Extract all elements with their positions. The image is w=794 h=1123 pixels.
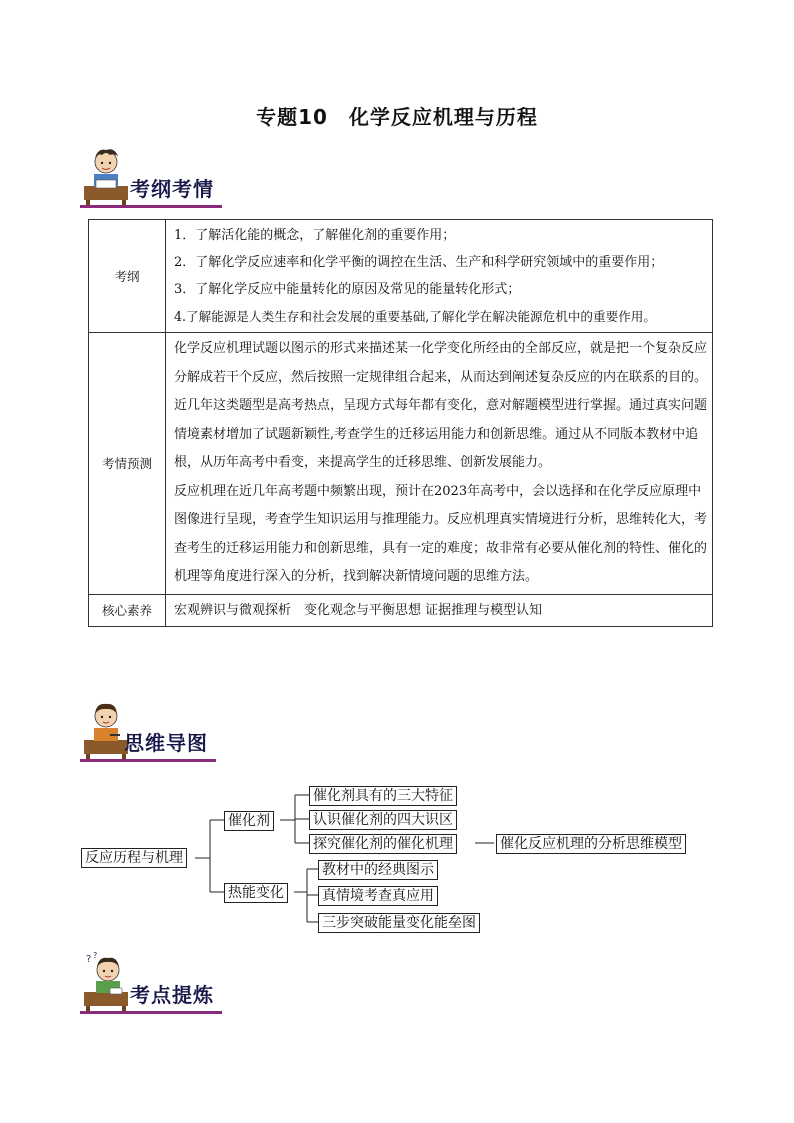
mindmap-leaf: 认识催化剂的四大识区	[309, 810, 457, 830]
mindmap-leaf: 真情境考查真应用	[318, 886, 438, 906]
section-title: 考点提炼	[130, 983, 214, 1007]
mindmap-leaf: 催化剂具有的三大特征	[309, 786, 457, 806]
section-underline	[80, 1011, 222, 1014]
mindmap-leaf: 教材中的经典图示	[318, 860, 438, 880]
mindmap-branch-heat: 热能变化	[224, 883, 288, 903]
section-heading-kaodian	[80, 952, 280, 1016]
section-title: 思维导图	[124, 731, 208, 755]
outline-line: 2．了解化学反应速率和化学平衡的调控在生活、生产和科学研究领域中的重要作用；	[174, 255, 664, 270]
row-content: 宏观辨识与微观探析 变化观念与平衡思想 证据推理与模型认知	[166, 594, 713, 626]
forecast-paragraph: 反应机理在近几年高考题中频繁出现，预计在2023年高考中，会以选择和在化学反应原理中图像进行呈现，考查学生知识运用与推理能力。反应机理真实情境进行分析，思维转化大，考查考生的迁移运用能力和创新思维，具有一定的难度；故非常有必要从催化剂的特性、催化的机理等角度进行深入的分析，找到解决新情境问题的思维方法。	[174, 483, 708, 584]
row-header: 考纲	[89, 220, 166, 333]
forecast-paragraph: 化学反应机理试题以图示的形式来描述某一化学变化所经由的全部反应，就是把一个复杂反应分解成若干个反应，然后按照一定规律组合起来，从而达到阐述复杂反应的内在联系的目的。近几年这类题型是高考热点，呈现方式每年都有变化，意对解题模型进行掌握。通过真实问题情境素材增加了试题新颖性,考查学生的迁移运用能力和创新思维。通过从不同版本教材中追根，从历年高考中看变，来提高学生的迁移思维、创新发展能力。	[174, 341, 708, 470]
row-header: 考情预测	[89, 333, 166, 595]
outline-line: 1．了解活化能的概念，了解催化剂的重要作用；	[174, 228, 456, 243]
svg-text:?: ?	[86, 954, 92, 965]
mindmap-leaf: 三步突破能量变化能垒图	[318, 913, 480, 933]
outline-line: 4.了解能源是人类生存和社会发展的重要基础,了解化学在解决能源危机中的重要作用。	[174, 309, 656, 324]
svg-text:?: ?	[93, 952, 98, 960]
mindmap-branch-catalyst: 催化剂	[224, 811, 274, 831]
outline-line: 3．了解化学反应中能量转化的原因及常见的能量转化形式；	[174, 282, 521, 297]
page-title: 专题10 化学反应机理与历程	[256, 105, 538, 129]
section-title: 考纲考情	[130, 177, 214, 201]
mindmap-leaf: 探究催化剂的催化机理	[309, 834, 457, 854]
mindmap-extension: 催化反应机理的分析思维模型	[496, 834, 686, 854]
mindmap-root: 反应历程与机理	[81, 848, 187, 868]
row-header: 核心素养	[89, 594, 166, 626]
student-thinking-icon	[84, 952, 130, 1012]
